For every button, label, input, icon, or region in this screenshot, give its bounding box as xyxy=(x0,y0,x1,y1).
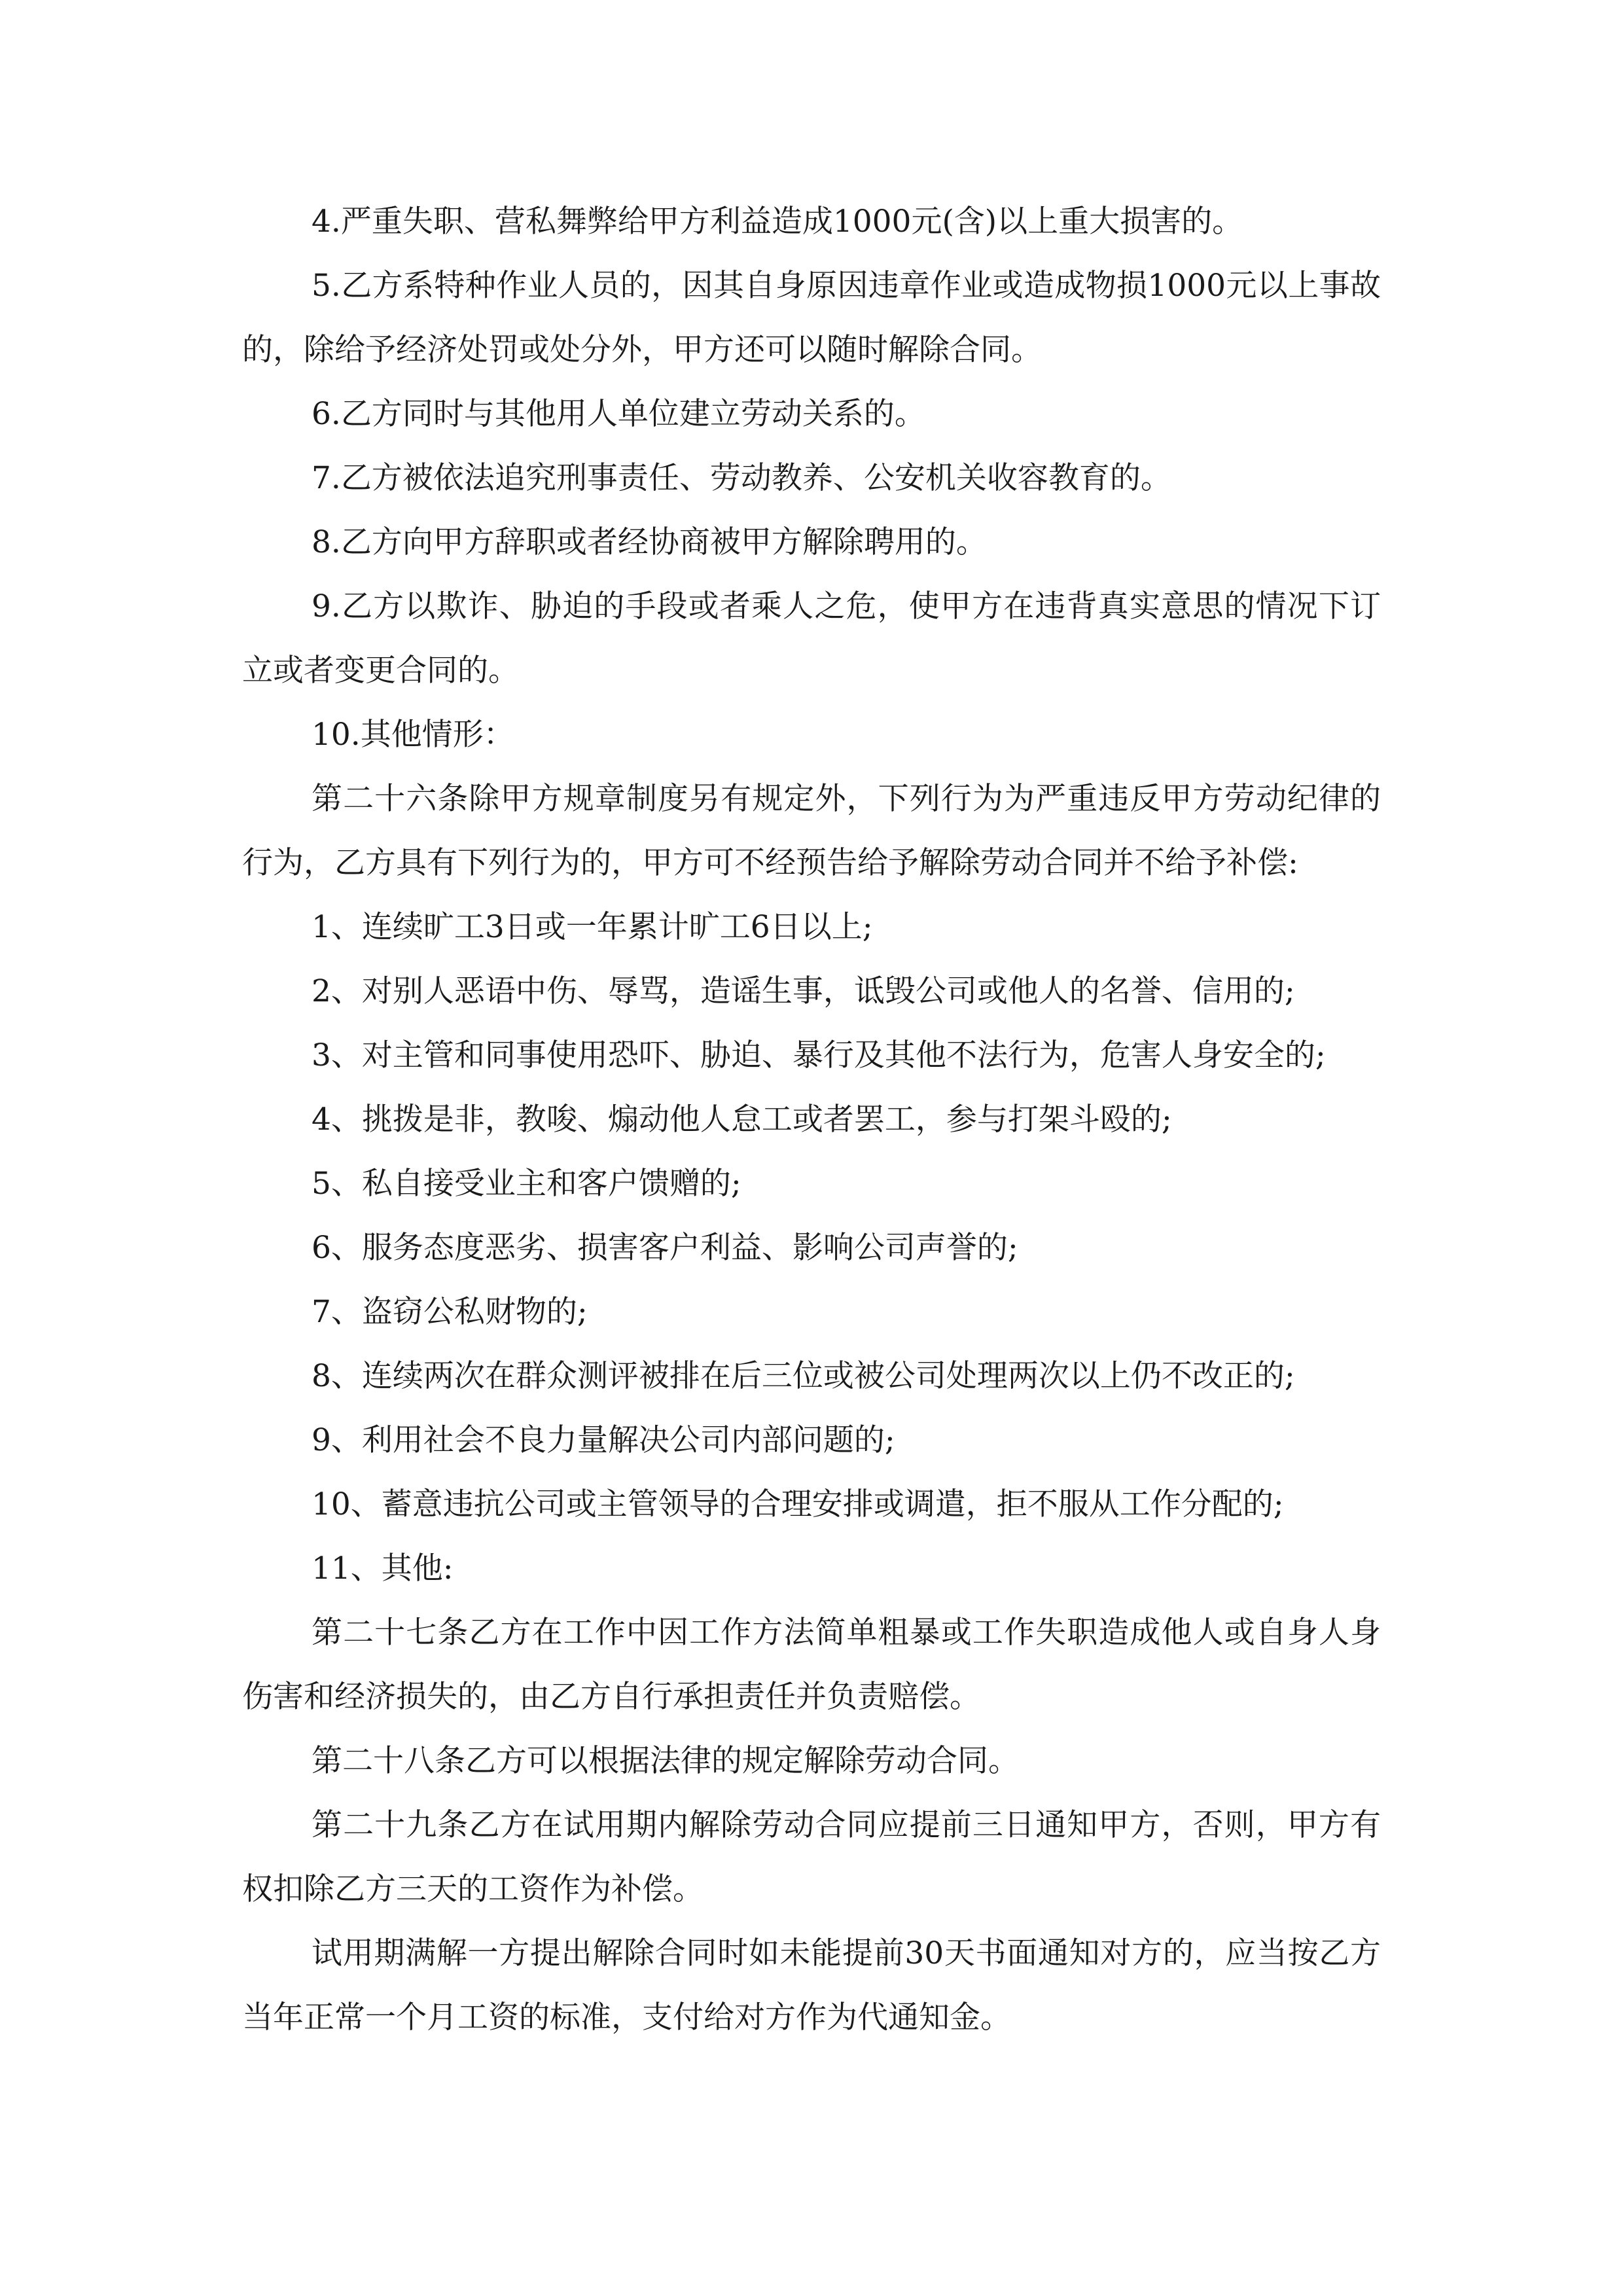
article-26-item-1: 1、连续旷工3日或一年累计旷工6日以上; xyxy=(312,909,873,945)
clause-6-other-employer: 6.乙方同时与其他用人单位建立劳动关系的。 xyxy=(312,396,925,432)
article-26-item-4: 4、挑拨是非，教唆、煽动他人怠工或者罢工，参与打架斗殴的; xyxy=(312,1102,1172,1138)
article-28: 第二十八条乙方可以根据法律的规定解除劳动合同。 xyxy=(312,1743,1019,1779)
article-26-item-5: 5、私自接受业主和客户馈赠的; xyxy=(312,1166,741,1202)
article-29: 第二十九条乙方在试用期内解除劳动合同应提前三日通知甲方，否则，甲方有权扣除乙方三天的工资作为补偿。 xyxy=(242,1807,1381,1907)
probation-notice-clause: 试用期满解一方提出解除合同时如未能提前30天书面通知对方的，应当按乙方当年正常一个月工资的标准，支付给对方作为代通知金。 xyxy=(242,1935,1381,2036)
article-26-item-7: 7、盗窃公私财物的; xyxy=(312,1294,588,1330)
clause-4-serious-negligence: 4.严重失职、营私舞弊给甲方利益造成1000元(含)以上重大损害的。 xyxy=(312,204,1243,240)
article-26-item-9: 9、利用社会不良力量解决公司内部问题的; xyxy=(312,1422,895,1458)
article-27: 第二十七条乙方在工作中因工作方法简单粗暴或工作失职造成他人或自身人身伤害和经济损失的，由乙方自行承担责任并负责赔偿。 xyxy=(242,1615,1381,1715)
article-26-item-2: 2、对别人恶语中伤、辱骂，造谣生事，诋毁公司或他人的名誉、信用的; xyxy=(312,973,1295,1009)
document-page xyxy=(242,190,1381,2050)
clause-7-criminal-liability: 7.乙方被依法追究刑事责任、劳动教养、公安机关收容教育的。 xyxy=(312,460,1171,496)
article-26: 第二十六条除甲方规章制度另有规定外，下列行为为严重违反甲方劳动纪律的行为，乙方具有下列行为的，甲方可不经预告给予解除劳动合同并不给予补偿: xyxy=(242,781,1381,881)
clause-5-special-operator: 5.乙方系特种作业人员的，因其自身原因违章作业或造成物损1000元以上事故的，除给予经济处罚或处分外，甲方还可以随时解除合同。 xyxy=(242,268,1381,368)
article-26-item-10: 10、蓄意违抗公司或主管领导的合理安排或调遣，拒不服从工作分配的; xyxy=(312,1486,1284,1522)
article-26-item-11: 11、其他: xyxy=(312,1551,454,1587)
clause-8-resignation: 8.乙方向甲方辞职或者经协商被甲方解除聘用的。 xyxy=(312,524,987,560)
article-26-item-3: 3、对主管和同事使用恐吓、胁迫、暴行及其他不法行为，危害人身安全的; xyxy=(312,1037,1326,1073)
clause-9-fraud-coercion: 9.乙方以欺诈、胁迫的手段或者乘人之危，使甲方在违背真实意思的情况下订立或者变更合同的。 xyxy=(242,588,1381,689)
article-26-item-6: 6、服务态度恶劣、损害客户利益、影响公司声誉的; xyxy=(312,1230,1018,1266)
article-26-item-8: 8、连续两次在群众测评被排在后三位或被公司处理两次以上仍不改正的; xyxy=(312,1358,1295,1394)
clause-10-other: 10.其他情形： xyxy=(312,717,514,753)
